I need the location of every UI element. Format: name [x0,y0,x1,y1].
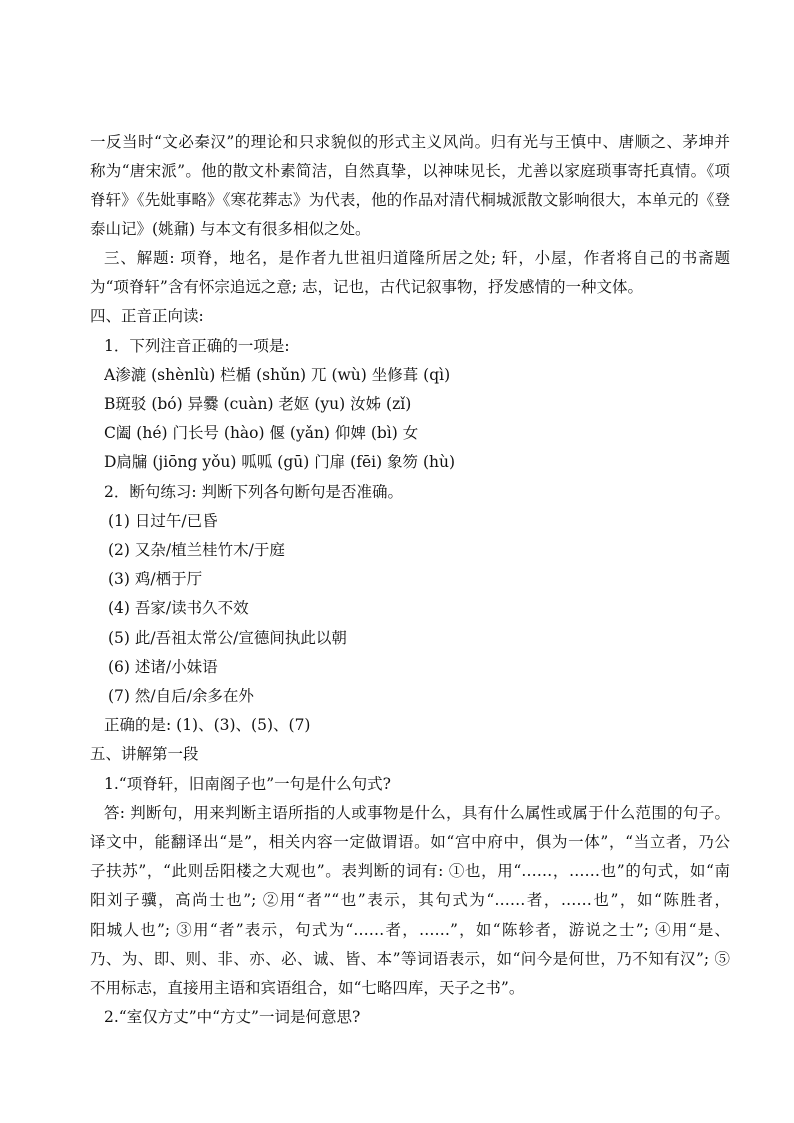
answer-line: 正确的是: (1)、(3)、(5)、(7) [104,716,311,734]
list-item: (7) 然/自后/余多在外 [108,687,254,705]
choice-option: D扃牖 (jiōng yǒu) 呱呱 (gū) 门扉 (fēi) 象笏 (hù) [104,453,456,471]
answer-line: 答: 判断句，用来判断主语所指的人或事物是什么，具有什么属性或属于什么范围的句子。 [104,804,730,822]
choice-option: C阖 (hé) 门长号 (hào) 偃 (yǎn) 仰婢 (bì) 女 [104,424,419,442]
list-item: (1) 日过午/已昏 [108,512,218,530]
text-line: 一反当时“文必秦汉”的理论和只求貌似的形式主义风尚。归有光与王慎中、唐顺之、茅坤并 [90,133,730,151]
text-line: 称为“唐宋派”。他的散文朴素简洁，自然真挚，以神味见长，尤善以家庭琐事寄托真情。《项 [90,162,730,180]
text-line: 不用标志，直接用主语和宾语组合，如“七略四库，天子之书”。 [90,979,525,997]
question-title: 1．下列注音正确的一项是: [104,337,290,355]
list-item: (4) 吾家/读书久不效 [108,599,249,617]
list-item: (2) 又杂/植兰桂竹木/于庭 [108,541,285,559]
section-heading: 五、讲解第一段 [90,745,199,763]
text-line: 脊轩》《先妣事略》《寒花葬志》为代表，他的作品对清代桐城派散文影响很大，本单元的《登 [90,191,730,209]
section-heading: 四、正音正向读: [90,307,204,325]
text-line: 阳刘子骥，高尚士也”; ②用“者”“也”表示，其句式为“……者，……也”，如“陈胜者， [90,891,730,909]
question-title: 1.“项脊轩，旧南阁子也”一句是什么句式? [104,775,391,793]
text-line: 泰山记》(姚鼐) 与本文有很多相似之处。 [90,220,371,238]
question-title: 2.“室仅方丈”中“方丈”一词是何意思? [104,1008,361,1026]
choice-option: B斑驳 (bó) 异爨 (cuàn) 老妪 (yu) 汝姊 (zǐ) [104,395,412,413]
question-title: 2．断句练习: 判断下列各句断句是否准确。 [104,483,404,501]
list-item: (3) 鸡/栖于厅 [108,570,203,588]
text-line: 子扶苏”，“此则岳阳楼之大观也”。表判断的词有: ①也，用“……，……也”的句式，如“南 [90,862,730,880]
choice-option: A渗漉 (shènlù) 栏楯 (shǔn) 兀 (wù) 坐修葺 (qì) [104,366,451,384]
section-heading: 三、解题: 项脊，地名，是作者九世祖归道隆所居之处; 轩，小屋，作者将自己的书斋题 [104,249,730,267]
list-item: (6) 述诸/小妹语 [108,658,218,676]
text-line: 阳城人也”; ③用“者”表示，句式为“……者，……”，如“陈轸者，游说之士”; ④用“是、 [90,921,730,939]
text-line: 译文中，能翻译出“是”，相关内容一定做谓语。如“宫中府中，俱为一体”，“当立者，乃公 [90,833,730,851]
text-line: 为“项脊轩”含有怀宗追远之意; 志，记也，古代记叙事物，抒发感情的一种文体。 [90,278,643,296]
list-item: (5) 此/吾祖太常公/宣德间执此以朝 [108,629,347,647]
text-line: 乃、为、即、则、非、亦、必、诚、皆、本”等词语表示，如“问今是何世，乃不知有汉”; ⑤ [90,950,730,968]
